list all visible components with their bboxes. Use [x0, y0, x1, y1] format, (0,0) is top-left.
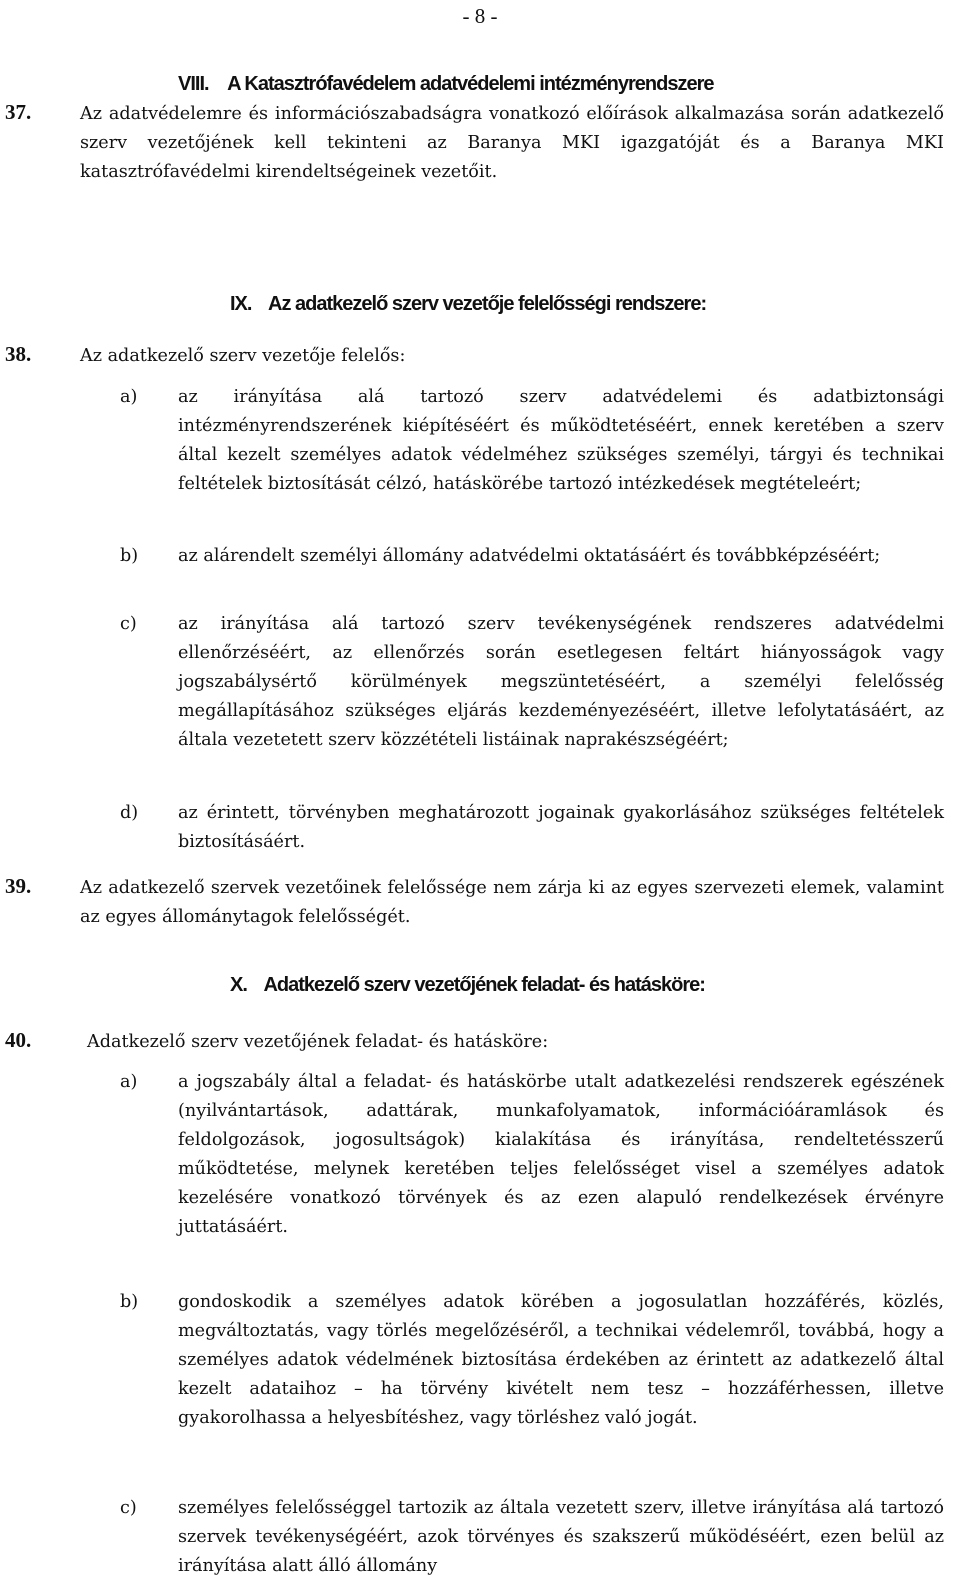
paragraph-38-intro: Az adatkezelő szerv vezetője felelős:	[80, 346, 406, 366]
section-title: Az adatkezelő szerv vezetője felelősségi rendszere:	[268, 293, 707, 315]
paragraph-number-37: 37.	[5, 100, 32, 124]
page-number: - 8 -	[462, 4, 498, 28]
list-item-label: d)	[120, 803, 139, 823]
paragraph-37-text: Az adatvédelemre és információszabadságra vonatkozó előírások alkalmazása során adatkezelő szerv vezetőjének kell tekinteni az Baranya MKI igazgatóját és a Baranya MKI katasztrófavédelmi kirendeltségeinek vezetőit.	[80, 104, 944, 182]
list-item-label: b)	[120, 1292, 139, 1312]
list-item-label: a)	[120, 1072, 138, 1092]
section-heading-ix	[230, 293, 706, 316]
paragraph-number-40: 40.	[5, 1028, 32, 1052]
section-heading-x	[230, 974, 705, 997]
paragraph-number-39: 39.	[5, 874, 32, 898]
paragraph-40-intro: Adatkezelő szerv vezetőjének feladat- és hatásköre:	[87, 1032, 549, 1052]
list-item-label: b)	[120, 546, 139, 566]
list-item-text: a jogszabály által a feladat- és hatáskörbe utalt adatkezelési rendszerek egészének (nyilvántartások, adattárak, munkafolyamatok, információáramlások és feldolgozások, jogosultságok) kialakítása és irányítása, rendeltetésszerű működtetése, melynek keretében teljes felelősséget visel a személyes adatok kezelésére vonatkozó törvények és az ezen alapuló rendelkezések érvényre juttatásáért.	[178, 1072, 944, 1237]
paragraph-number-38: 38.	[5, 342, 32, 366]
list-item-text: az alárendelt személyi állomány adatvédelmi oktatásáért és továbbképzéséért;	[178, 546, 881, 566]
section-title: Adatkezelő szerv vezetőjének feladat- és hatásköre:	[263, 974, 705, 996]
section-number: X.	[230, 974, 247, 996]
list-item-text: gondoskodik a személyes adatok körében a jogosulatlan hozzáférés, közlés, megváltoztatás, vagy törlés megelőzéséről, a technikai védelemről, továbbá, hogy a személyes adatok védelmének biztosítása érdekében az érintett az adatkezelő által kezelt adataihoz – ha törvény kivételt nem tesz – hozzáférhessen, illetve gyakorolhassa a helyesbítéshez, vagy törléshez való jogát.	[178, 1292, 944, 1428]
list-item-label: a)	[120, 387, 138, 407]
section-title: A Katasztrófavédelem adatvédelemi intézményrendszere	[227, 73, 714, 95]
list-item-text: személyes felelősséggel tartozik az általa vezetett szerv, illetve irányítása alá tartozó szervek tevékenységéért, azok törvényes és szakszerű működéséért, ezen belül az irányítása alatt álló állomány	[178, 1498, 944, 1576]
section-heading-viii	[178, 73, 714, 96]
paragraph-39-text: Az adatkezelő szervek vezetőinek felelőssége nem zárja ki az egyes szervezeti elemek, valamint az egyes állománytagok felelősségét.	[80, 878, 944, 927]
section-number: IX.	[230, 293, 252, 315]
list-item-text: az érintett, törvényben meghatározott jogainak gyakorlásához szükséges feltételek biztosításáért.	[178, 803, 944, 852]
list-item-label: c)	[120, 1498, 137, 1518]
list-item-text: az irányítása alá tartozó szerv adatvédelemi és adatbiztonsági intézményrendszerének kiépítéséért és működtetéséért, ennek keretében a szerv által kezelt személyes adatok védelméhez szükséges személyi, tárgyi és technikai feltételek biztosítását célzó, hatáskörébe tartozó intézkedések megtételeért;	[178, 387, 944, 494]
list-item-label: c)	[120, 614, 137, 634]
section-number: VIII.	[178, 73, 209, 95]
list-item-text: az irányítása alá tartozó szerv tevékenységének rendszeres adatvédelmi ellenőrzéséért, az ellenőrzés során esetlegesen feltárt hiányosságok vagy jogszabálysértő körülmények megszüntetéséért, a személyi felelősség megállapításához szükséges eljárás kezdeményezéséért, illetve lefolytatásáért, az általa vezetetett szerv közzétételi listáinak naprakészségéért;	[178, 614, 944, 750]
